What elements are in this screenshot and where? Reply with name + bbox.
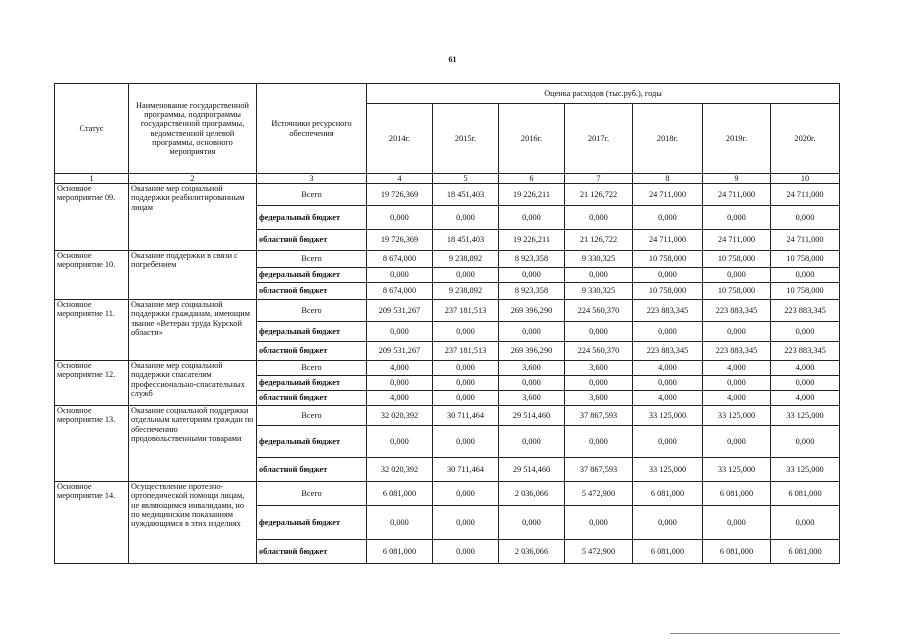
expense-value: 0,000	[703, 268, 771, 283]
expense-value: 3,600	[565, 361, 633, 376]
expense-value: 24 711,000	[703, 230, 771, 251]
expense-value: 33 125,000	[703, 406, 771, 426]
expense-value: 6 081,000	[633, 540, 703, 564]
expense-value: 0,000	[499, 206, 565, 230]
funding-source: федеральный бюджет	[257, 376, 367, 391]
expense-value: 0,000	[367, 206, 433, 230]
expense-value: 223 883,345	[703, 342, 771, 361]
header-name: Наименование государственной программы, подпрограммы государственной программы, ведомственной целевой программы, основного мероприятия	[129, 84, 257, 174]
table-header	[55, 84, 840, 184]
column-number: 4	[367, 174, 433, 184]
measure-status: Основное мероприятие 14.	[55, 482, 129, 564]
expense-value: 8 674,000	[367, 251, 433, 268]
expense-value: 24 711,000	[703, 184, 771, 206]
column-number-row	[55, 174, 840, 184]
expense-value: 0,000	[633, 268, 703, 283]
expense-value: 9 330,325	[565, 251, 633, 268]
expense-value: 4,000	[633, 361, 703, 376]
expense-value: 0,000	[433, 506, 499, 540]
funding-source: федеральный бюджет	[257, 506, 367, 540]
expense-value: 223 883,345	[703, 300, 771, 322]
expense-value: 0,000	[771, 506, 840, 540]
expense-value: 0,000	[703, 206, 771, 230]
funding-source: Всего	[257, 184, 367, 206]
expense-value: 33 125,000	[703, 458, 771, 482]
expense-value: 33 125,000	[633, 406, 703, 426]
expense-value: 269 396,290	[499, 300, 565, 322]
expense-value: 8 923,358	[499, 251, 565, 268]
expense-value: 0,000	[703, 506, 771, 540]
measure-name: Оказание поддержки в связи с погребением	[129, 251, 257, 300]
expense-value: 32 020,392	[367, 458, 433, 482]
funding-source: Всего	[257, 482, 367, 506]
column-number: 10	[771, 174, 840, 184]
expense-value: 29 514,460	[499, 406, 565, 426]
expense-value: 0,000	[433, 322, 499, 342]
expense-value: 19 226,211	[499, 230, 565, 251]
expense-value: 4,000	[367, 391, 433, 406]
expense-value: 0,000	[367, 506, 433, 540]
funding-source: федеральный бюджет	[257, 206, 367, 230]
expense-value: 3,600	[565, 391, 633, 406]
measure-name: Оказание мер социальной поддержки реабилитированным лицам	[129, 184, 257, 251]
table-row	[55, 361, 840, 376]
expense-value: 0,000	[633, 322, 703, 342]
header-year: 2019г.	[703, 104, 771, 174]
expense-value: 6 081,000	[703, 540, 771, 564]
expense-value: 32 020,392	[367, 406, 433, 426]
resource-table	[54, 83, 840, 564]
expense-value: 0,000	[633, 376, 703, 391]
expense-value: 3,600	[499, 361, 565, 376]
expense-value: 19 226,211	[499, 184, 565, 206]
measure-status: Основное мероприятие 12.	[55, 361, 129, 406]
funding-source: Всего	[257, 361, 367, 376]
expense-value: 10 758,000	[703, 251, 771, 268]
expense-value: 0,000	[565, 268, 633, 283]
table-row	[55, 300, 840, 322]
expense-value: 21 126,722	[565, 184, 633, 206]
expense-value: 9 330,325	[565, 283, 633, 300]
header-year: 2016г.	[499, 104, 565, 174]
expense-value: 0,000	[633, 206, 703, 230]
column-number: 2	[129, 174, 257, 184]
expense-value: 0,000	[433, 268, 499, 283]
expense-value: 5 472,900	[565, 482, 633, 506]
expense-value: 0,000	[771, 322, 840, 342]
table-row	[55, 184, 840, 206]
measure-status: Основное мероприятие 10.	[55, 251, 129, 300]
expense-value: 209 531,267	[367, 342, 433, 361]
expense-value: 21 126,722	[565, 230, 633, 251]
expense-value: 9 238,892	[433, 251, 499, 268]
measure-name: Оказание социальной поддержки отдельным категориям граждан по обеспечению продовольственными товарами	[129, 406, 257, 482]
expense-value: 24 711,000	[633, 184, 703, 206]
header-estimate: Оценка расходов (тыс.руб.), годы	[367, 84, 840, 104]
funding-source: областной бюджет	[257, 391, 367, 406]
expense-value: 37 867,593	[565, 458, 633, 482]
expense-value: 0,000	[433, 206, 499, 230]
expense-value: 0,000	[565, 426, 633, 458]
expense-value: 223 883,345	[771, 342, 840, 361]
expense-value: 223 883,345	[633, 300, 703, 322]
table-row	[55, 251, 840, 268]
expense-value: 209 531,267	[367, 300, 433, 322]
header-year: 2017г.	[565, 104, 633, 174]
expense-value: 19 726,369	[367, 184, 433, 206]
expense-value: 4,000	[367, 361, 433, 376]
expense-value: 0,000	[703, 376, 771, 391]
measure-status: Основное мероприятие 09.	[55, 184, 129, 251]
column-number: 9	[703, 174, 771, 184]
expense-value: 6 081,000	[703, 482, 771, 506]
expense-value: 0,000	[703, 426, 771, 458]
funding-source: областной бюджет	[257, 283, 367, 300]
funding-source: Всего	[257, 406, 367, 426]
expense-value: 10 758,000	[771, 251, 840, 268]
expense-value: 19 726,369	[367, 230, 433, 251]
expense-value: 0,000	[633, 426, 703, 458]
page-number: 61	[448, 55, 457, 64]
expense-value: 18 451,403	[433, 184, 499, 206]
funding-source: областной бюджет	[257, 540, 367, 564]
expense-value: 24 711,000	[771, 184, 840, 206]
expense-value: 10 758,000	[633, 251, 703, 268]
measure-status: Основное мероприятие 11.	[55, 300, 129, 361]
expense-value: 0,000	[433, 361, 499, 376]
funding-source: Всего	[257, 251, 367, 268]
expense-value: 223 883,345	[633, 342, 703, 361]
expense-value: 6 081,000	[633, 482, 703, 506]
funding-source: федеральный бюджет	[257, 268, 367, 283]
funding-source: областной бюджет	[257, 230, 367, 251]
column-number: 7	[565, 174, 633, 184]
expense-value: 33 125,000	[633, 458, 703, 482]
header-year: 2014г.	[367, 104, 433, 174]
expense-value: 10 758,000	[703, 283, 771, 300]
expense-value: 8 923,358	[499, 283, 565, 300]
column-number: 6	[499, 174, 565, 184]
expense-value: 5 472,900	[565, 540, 633, 564]
bottom-rule	[670, 633, 840, 634]
expense-value: 224 560,370	[565, 342, 633, 361]
expense-value: 9 238,892	[433, 283, 499, 300]
header-status: Статус	[55, 84, 129, 174]
header-source: Источники ресурсного обеспечения	[257, 84, 367, 174]
header-year: 2015г.	[433, 104, 499, 174]
header-year: 2018г.	[633, 104, 703, 174]
expense-value: 33 125,000	[771, 406, 840, 426]
expense-value: 8 674,000	[367, 283, 433, 300]
expense-value: 4,000	[703, 391, 771, 406]
expense-value: 0,000	[499, 506, 565, 540]
expense-value: 0,000	[565, 506, 633, 540]
header-year: 2020г.	[771, 104, 840, 174]
table-body	[55, 184, 840, 564]
measure-name: Оказание мер социальной поддержки гражданам, имеющим звание «Ветеран труда Курской области»	[129, 300, 257, 361]
expense-value: 0,000	[367, 426, 433, 458]
expense-value: 0,000	[499, 322, 565, 342]
measure-name: Осуществление протезно-ортопедической помощи лицам, не являющимся инвалидами, но по медицинским показаниям нуждающимся в этих изделиях	[129, 482, 257, 564]
expense-value: 6 081,000	[367, 540, 433, 564]
table-row	[55, 482, 840, 506]
expense-value: 10 758,000	[633, 283, 703, 300]
expense-value: 6 081,000	[771, 482, 840, 506]
expense-value: 18 451,403	[433, 230, 499, 251]
measure-name: Оказание мер социальной поддержки спасателям профессионально-спасательных служб	[129, 361, 257, 406]
funding-source: Всего	[257, 300, 367, 322]
expense-value: 29 514,460	[499, 458, 565, 482]
expense-value: 4,000	[771, 391, 840, 406]
expense-value: 237 181,513	[433, 342, 499, 361]
expense-value: 0,000	[771, 206, 840, 230]
expense-value: 0,000	[433, 376, 499, 391]
funding-source: федеральный бюджет	[257, 322, 367, 342]
column-number: 1	[55, 174, 129, 184]
expense-value: 30 711,464	[433, 406, 499, 426]
expense-value: 0,000	[565, 322, 633, 342]
table-row	[55, 406, 840, 426]
column-number: 5	[433, 174, 499, 184]
expense-value: 0,000	[499, 376, 565, 391]
expense-value: 33 125,000	[771, 458, 840, 482]
expense-value: 4,000	[771, 361, 840, 376]
expense-value: 0,000	[703, 322, 771, 342]
expense-value: 0,000	[499, 268, 565, 283]
expense-value: 6 081,000	[771, 540, 840, 564]
expense-value: 223 883,345	[771, 300, 840, 322]
expense-value: 4,000	[633, 391, 703, 406]
expense-value: 30 711,464	[433, 458, 499, 482]
column-number: 8	[633, 174, 703, 184]
expense-value: 37 867,593	[565, 406, 633, 426]
expense-value: 24 711,000	[633, 230, 703, 251]
expense-value: 0,000	[433, 426, 499, 458]
column-number: 3	[257, 174, 367, 184]
expense-value: 224 560,370	[565, 300, 633, 322]
expense-value: 0,000	[433, 391, 499, 406]
expense-value: 0,000	[433, 540, 499, 564]
expense-value: 3,600	[499, 391, 565, 406]
expense-value: 0,000	[771, 268, 840, 283]
expense-value: 10 758,000	[771, 283, 840, 300]
expense-value: 237 181,513	[433, 300, 499, 322]
expense-value: 4,000	[703, 361, 771, 376]
expense-value: 2 036,066	[499, 482, 565, 506]
expense-value: 269 396,290	[499, 342, 565, 361]
expense-value: 0,000	[367, 376, 433, 391]
measure-status: Основное мероприятие 13.	[55, 406, 129, 482]
expense-value: 2 036,066	[499, 540, 565, 564]
expense-value: 0,000	[633, 506, 703, 540]
expense-value: 0,000	[499, 426, 565, 458]
expense-value: 0,000	[771, 426, 840, 458]
expense-value: 0,000	[565, 206, 633, 230]
expense-value: 0,000	[433, 482, 499, 506]
expense-value: 6 081,000	[367, 482, 433, 506]
funding-source: федеральный бюджет	[257, 426, 367, 458]
expense-value: 24 711,000	[771, 230, 840, 251]
expense-value: 0,000	[367, 322, 433, 342]
expense-value: 0,000	[771, 376, 840, 391]
funding-source: областной бюджет	[257, 342, 367, 361]
funding-source: областной бюджет	[257, 458, 367, 482]
expense-value: 0,000	[367, 268, 433, 283]
expense-value: 0,000	[565, 376, 633, 391]
